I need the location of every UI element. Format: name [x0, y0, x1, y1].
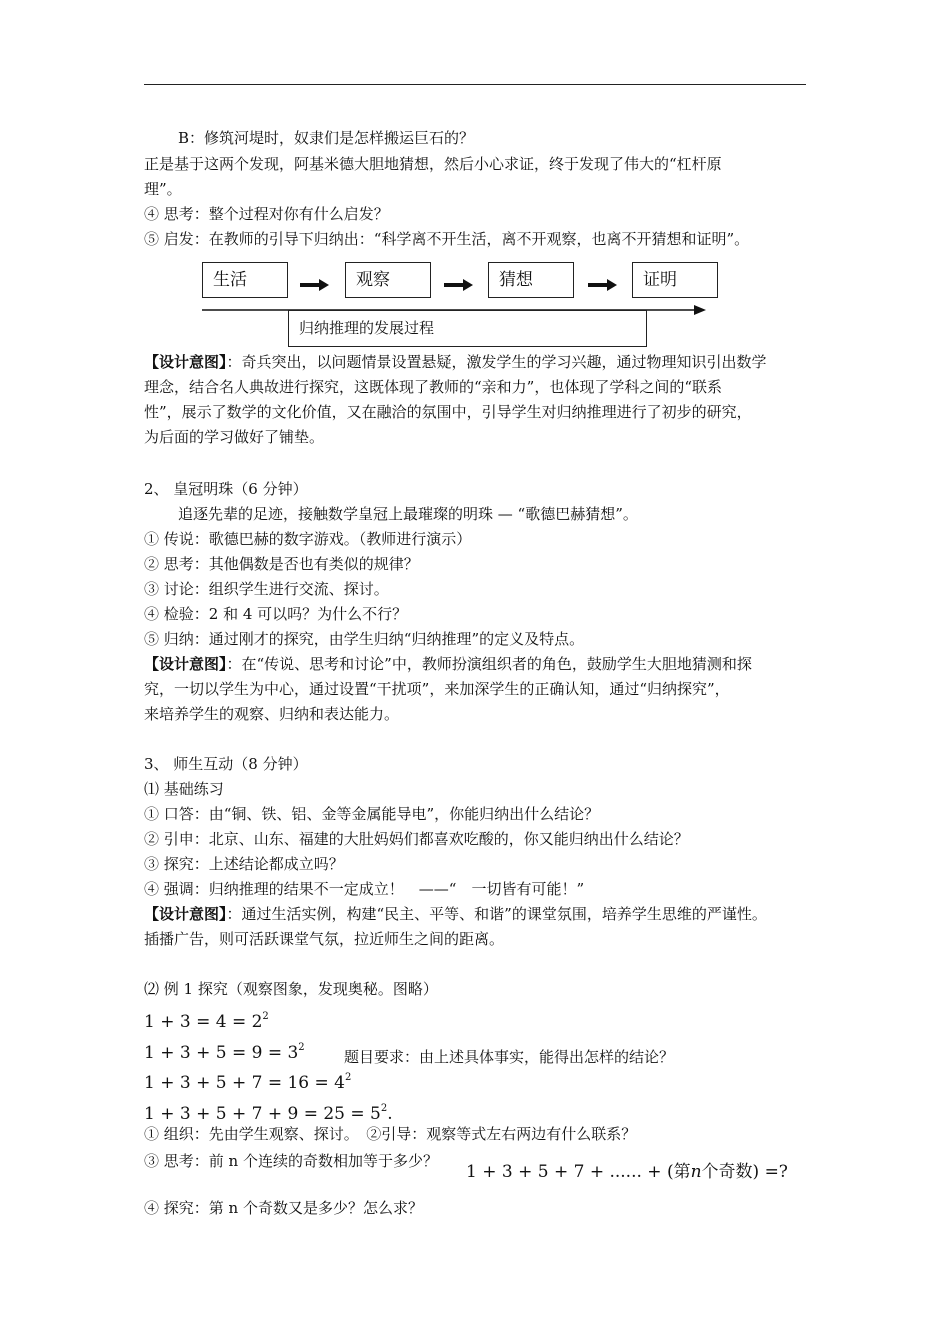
list-item: ① 口答：由“铜、铁、铝、金等金属能导电”，你能归纳出什么结论？ — [144, 805, 600, 823]
subsection-title: ⑵ 例 1 探究（观察图象，发现奥秘。图略） — [144, 980, 438, 998]
sum-formula: 1 + 3 + 5 + 7 + ...... + (第n个奇数) =? — [466, 1162, 788, 1182]
paragraph-line: 理”。 — [144, 180, 182, 198]
design-intent-line: 理念，结合名人典故进行探究，这既体现了教师的“亲和力”，也体现了学科之间的“联系 — [144, 378, 723, 396]
design-intent-label: 【设计意图】 — [144, 655, 227, 673]
equation: $1 + 3 + 5 + 7 + 9 = 25 = 5^2$. — [144, 1103, 393, 1124]
design-intent-text: ：奇兵突出，以问题情景设置悬疑，激发学生的学习兴趣，通过物理知识引出数学 — [226, 353, 767, 371]
flow-caption: 归纳推理的发展过程 — [288, 310, 647, 347]
subsection-title: ⑴ 基础练习 — [144, 780, 224, 798]
arrow-right-icon — [588, 278, 618, 292]
section-title: 3、 师生互动（8 分钟） — [144, 755, 308, 773]
list-item: ② 思考：其他偶数是否也有类似的规律？ — [144, 555, 419, 573]
list-item: ④ 强调：归纳推理的结果不一定成立！ ——“ 一切皆有可能！” — [144, 880, 585, 898]
arrow-right-icon — [444, 278, 474, 292]
design-intent-line — [144, 352, 767, 372]
list-item: ⑤ 归纳：通过刚才的探究，由学生归纳“归纳推理”的定义及特点。 — [144, 630, 585, 648]
design-intent-label: 【设计意图】 — [144, 353, 227, 371]
section-intro: 追逐先辈的足迹，接触数学皇冠上最璀璨的明珠 — “歌德巴赫猜想”。 — [178, 505, 638, 523]
design-intent-line: 究，一切以学生为中心，通过设置“干扰项”，来加深学生的正确认知，通过“归纳探究”， — [144, 680, 730, 698]
equation: $1 + 3 + 5 + 7 = 16 = 4^2$ — [144, 1072, 352, 1093]
list-item: ② 引申：北京、山东、福建的大肚妈妈们都喜欢吃酸的，你又能归纳出什么结论？ — [144, 830, 689, 848]
equation: $1 + 3 + 5 = 9 = 3^2$ — [144, 1042, 305, 1063]
list-item: ③ 思考：前 n 个连续的奇数相加等于多少？ — [144, 1152, 438, 1170]
equation: $1 + 3 = 4 = 2^2$ — [144, 1011, 269, 1032]
think-item: ④ 思考：整个过程对你有什么启发？ — [144, 205, 389, 223]
design-intent-line: 为后面的学习做好了铺垫。 — [144, 428, 325, 446]
problem-requirement: 题目要求：由上述具体事实，能得出怎样的结论？ — [344, 1048, 675, 1066]
list-item: ④ 探究：第 n 个奇数又是多少？怎么求？ — [144, 1199, 423, 1217]
paragraph-line: 正是基于这两个发现，阿基米德大胆地猜想，然后小心求证，终于发现了伟大的“杠杆原 — [144, 155, 722, 173]
question-b: B：修筑河堤时，奴隶们是怎样搬运巨石的？ — [178, 129, 475, 147]
list-item: ③ 探究：上述结论都成立吗？ — [144, 855, 344, 873]
list-item: ④ 检验：2 和 4 可以吗？为什么不行？ — [144, 605, 408, 623]
design-intent-text: ：通过生活实例，构建“民主、平等、和谐”的课堂氛围，培养学生思维的严谨性。 — [226, 905, 767, 923]
inspire-item: ⑤ 启发：在教师的引导下归纳出：“科学离不开生活，离不开观察，也离不开猜想和证明”。 — [144, 230, 750, 248]
design-intent-text: ：在“传说、思考和讨论”中，教师扮演组织者的角色，鼓励学生大胆地猜测和探 — [226, 655, 752, 673]
flow-box-observe: 观察 — [345, 262, 431, 298]
section-title: 2、 皇冠明珠（6 分钟） — [144, 480, 308, 498]
flow-box-guess: 猜想 — [488, 262, 574, 298]
list-item: ③ 讨论：组织学生进行交流、探讨。 — [144, 580, 389, 598]
design-intent-line: 插播广告，则可活跃课堂气氛，拉近师生之间的距离。 — [144, 930, 505, 948]
list-item: ① 传说：歌德巴赫的数字游戏。（教师进行演示） — [144, 530, 472, 548]
design-intent-line: 来培养学生的观察、归纳和表达能力。 — [144, 705, 400, 723]
design-intent-line — [144, 654, 752, 674]
arrow-right-icon — [300, 278, 330, 292]
design-intent-line: 性”，展示了数学的文化价值，又在融洽的氛围中，引导学生对归纳推理进行了初步的研究， — [144, 403, 752, 421]
design-intent-line — [144, 904, 767, 924]
flow-box-prove: 证明 — [632, 262, 718, 298]
design-intent-label: 【设计意图】 — [144, 905, 227, 923]
header-rule — [144, 84, 806, 85]
list-item: ① 组织：先由学生观察、探讨。 ②引导：观察等式左右两边有什么联系？ — [144, 1125, 637, 1143]
flow-box-life: 生活 — [202, 262, 288, 298]
